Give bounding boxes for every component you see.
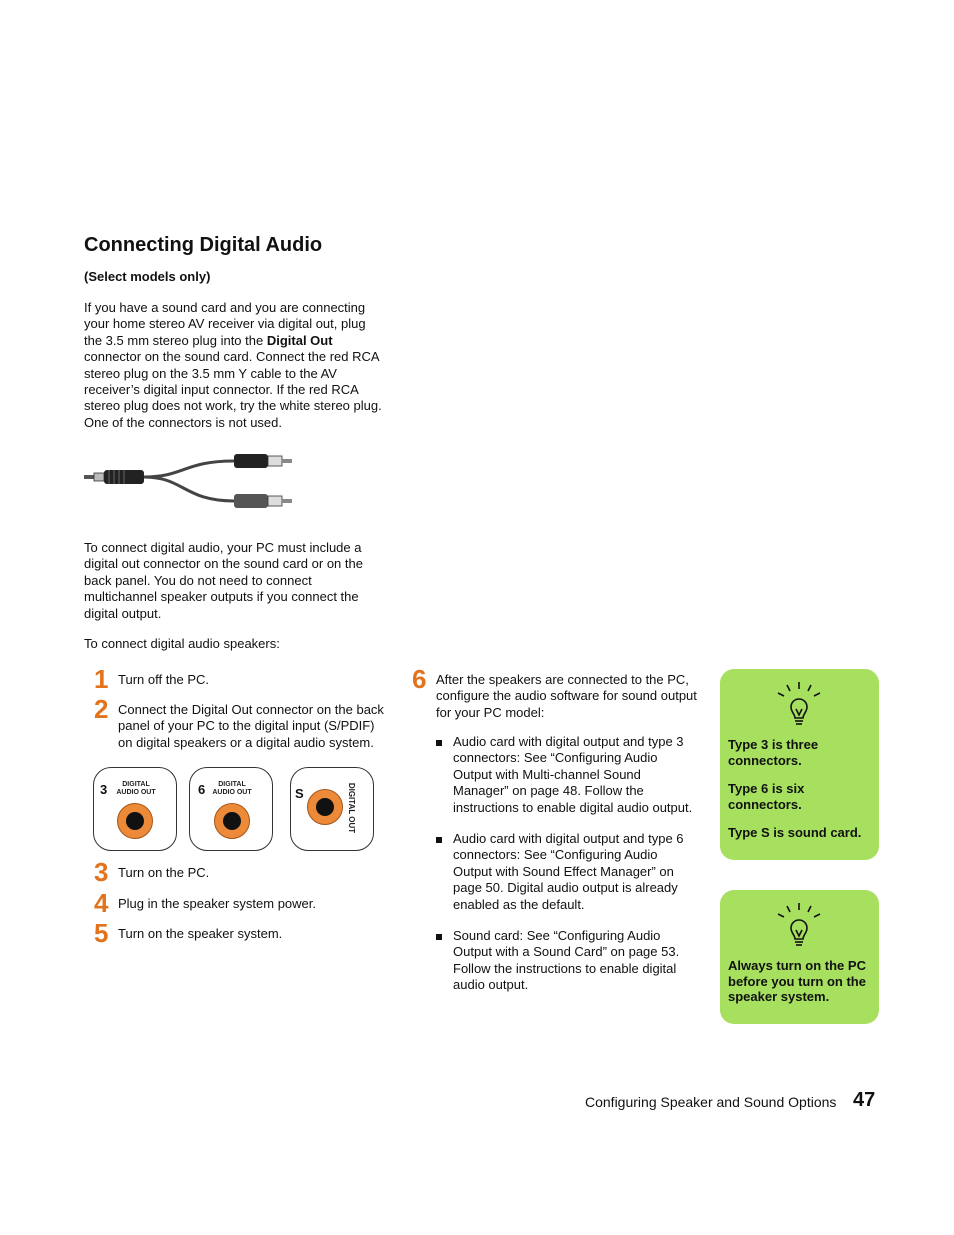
model-options-list bbox=[436, 734, 696, 1009]
tip-power-text: Always turn on the PC before you turn on the speaker system. bbox=[728, 958, 866, 1005]
connector-type-3 bbox=[93, 767, 177, 851]
steps-intro: To connect digital audio speakers: bbox=[84, 636, 280, 651]
list-item bbox=[436, 831, 696, 913]
list-item-text: Audio card with digital output and type 3 connectors: See “Configuring Audio Output with Multi-channel Sound Manager” on page 48. Follow the instructions to enable digital audio output. bbox=[453, 734, 693, 815]
step-2-text: Connect the Digital Out connector on the back panel of your PC to the digital input (S/PDIF) on digital speakers or a digital audio system. bbox=[118, 702, 384, 750]
y-cable-illustration bbox=[84, 448, 296, 514]
step-2-number: 2 bbox=[94, 694, 109, 724]
step-3-number: 3 bbox=[94, 857, 109, 887]
list-item bbox=[436, 928, 696, 994]
tip-box-power-order bbox=[720, 890, 879, 1024]
connector-type-6 bbox=[189, 767, 273, 851]
intro-bold-term: Digital Out bbox=[266, 332, 333, 348]
step-4-text: Plug in the speaker system power. bbox=[118, 896, 316, 911]
tip-box-connector-types bbox=[720, 669, 879, 860]
step-4-number: 4 bbox=[94, 888, 109, 918]
connector-type-6-caption: DIGITAL AUDIO OUT bbox=[212, 781, 252, 796]
list-item-text: Audio card with digital output and type 6 connectors: See “Configuring Audio Output with Sound Effect Manager” on page 50. Digital audio output is already enabled as the default. bbox=[453, 831, 684, 912]
digital-jack-icon bbox=[117, 803, 153, 839]
page-title: Connecting Digital Audio bbox=[84, 234, 323, 256]
page-subtitle: (Select models only) bbox=[84, 269, 211, 284]
step-5-number: 5 bbox=[94, 918, 109, 948]
connector-type-s-label: S bbox=[295, 786, 304, 801]
step-6-text: After the speakers are connected to the PC, configure the audio software for sound output for your PC model: bbox=[436, 672, 697, 720]
intro-text-start: If you have a sound card and you are connecting your home stereo AV receiver via digital out, plug the 3.5 mm stereo plug into the bbox=[84, 300, 366, 348]
connector-type-s bbox=[290, 767, 374, 851]
step-3-text: Turn on the PC. bbox=[118, 865, 210, 880]
lightbulb-icon bbox=[774, 681, 824, 729]
tip-type-s: Type S is sound card. bbox=[728, 825, 862, 840]
list-item-text: Sound card: See “Configuring Audio Output with a Sound Card” on page 53. Follow the instructions to enable digital audio output. bbox=[453, 928, 680, 993]
connector-type-6-label: 6 bbox=[198, 782, 206, 797]
step-1-text: Turn off the PC. bbox=[118, 672, 210, 687]
step-1-number: 1 bbox=[94, 664, 109, 694]
footer-section-title: Configuring Speaker and Sound Options bbox=[585, 1094, 837, 1110]
digital-jack-icon bbox=[307, 789, 343, 825]
connector-type-3-caption: DIGITAL AUDIO OUT bbox=[116, 781, 156, 796]
connector-type-3-label: 3 bbox=[100, 782, 108, 797]
list-item bbox=[436, 734, 696, 816]
digital-jack-icon bbox=[214, 803, 250, 839]
intro-text-end: connector on the sound card. Connect the red RCA stereo plug on the 3.5 mm Y cable to the AV receiver’s digital input connector. If the red RCA stereo plug does not work, try the white stereo plug. One of the connectors is not used. bbox=[84, 349, 382, 430]
intro-paragraph bbox=[84, 300, 384, 431]
step-5-text: Turn on the speaker system. bbox=[118, 926, 283, 941]
step-6-number: 6 bbox=[412, 664, 427, 694]
connector-type-s-caption: DIGITAL OUT bbox=[347, 782, 356, 834]
tip-type-6: Type 6 is six connectors. bbox=[728, 781, 805, 812]
page-number: 47 bbox=[853, 1089, 876, 1111]
lightbulb-icon bbox=[774, 902, 824, 950]
tip-type-3: Type 3 is three connectors. bbox=[728, 737, 819, 768]
requirements-paragraph: To connect digital audio, your PC must include a digital out connector on the sound card or on the back panel. You do not need to connect multichannel speaker outputs if you connect the digital output. bbox=[84, 540, 363, 621]
